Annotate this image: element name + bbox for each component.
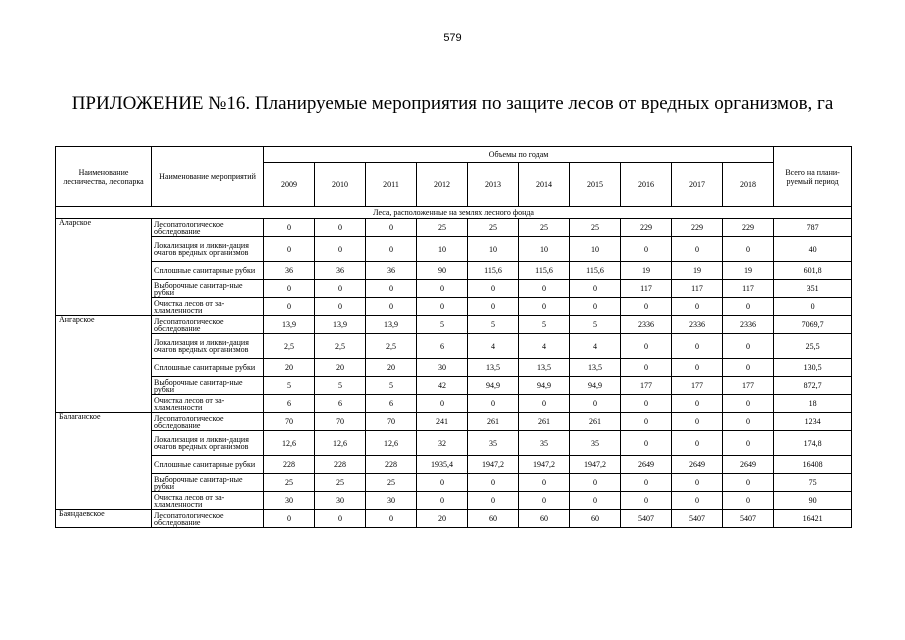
year-value: 35	[468, 431, 519, 456]
year-value: 25	[264, 474, 315, 492]
year-value: 25	[519, 219, 570, 237]
year-value: 228	[366, 456, 417, 474]
activity-name: Локализация и ликви-дация очагов вредных организмов	[152, 237, 264, 262]
year-value: 36	[315, 262, 366, 280]
year-value: 0	[672, 474, 723, 492]
year-value: 0	[621, 474, 672, 492]
year-value: 0	[621, 359, 672, 377]
forestry-name: Ангарское	[56, 316, 152, 413]
activity-name: Лесопатологическое обследование	[152, 219, 264, 237]
year-value: 0	[417, 280, 468, 298]
year-value: 60	[570, 510, 621, 528]
year-value: 20	[315, 359, 366, 377]
header-year: 2014	[519, 163, 570, 207]
year-value: 0	[315, 280, 366, 298]
total-value: 174,8	[774, 431, 852, 456]
year-value: 0	[570, 280, 621, 298]
year-value: 0	[723, 474, 774, 492]
year-value: 0	[621, 237, 672, 262]
year-value: 13,9	[315, 316, 366, 334]
year-value: 13,5	[519, 359, 570, 377]
header-volumes: Объемы по годам	[264, 147, 774, 163]
header-year: 2013	[468, 163, 519, 207]
total-value: 90	[774, 492, 852, 510]
year-value: 2,5	[315, 334, 366, 359]
year-value: 35	[570, 431, 621, 456]
activity-name: Выборочные санитар-ные рубки	[152, 377, 264, 395]
year-value: 5407	[672, 510, 723, 528]
table-row	[56, 280, 852, 298]
year-value: 30	[417, 359, 468, 377]
year-value: 0	[621, 298, 672, 316]
year-value: 36	[264, 262, 315, 280]
year-value: 13,9	[264, 316, 315, 334]
table-row	[56, 377, 852, 395]
year-value: 20	[264, 359, 315, 377]
year-value: 10	[468, 237, 519, 262]
year-value: 229	[621, 219, 672, 237]
table-row	[56, 237, 852, 262]
header-year: 2011	[366, 163, 417, 207]
year-value: 5	[315, 377, 366, 395]
year-value: 0	[672, 395, 723, 413]
year-value: 0	[723, 413, 774, 431]
year-value: 35	[519, 431, 570, 456]
year-value: 2336	[672, 316, 723, 334]
year-value: 25	[366, 474, 417, 492]
year-value: 0	[264, 298, 315, 316]
year-value: 70	[366, 413, 417, 431]
year-value: 117	[621, 280, 672, 298]
year-value: 5	[366, 377, 417, 395]
year-value: 5	[468, 316, 519, 334]
activity-name: Лесопатологическое обследование	[152, 413, 264, 431]
year-value: 0	[264, 510, 315, 528]
year-value: 229	[672, 219, 723, 237]
year-value: 19	[723, 262, 774, 280]
year-value: 0	[672, 413, 723, 431]
header-activity: Наименование мероприятий	[152, 147, 264, 207]
activity-name: Очистка лесов от за-хламленности	[152, 395, 264, 413]
year-value: 12,6	[366, 431, 417, 456]
year-value: 228	[315, 456, 366, 474]
year-value: 6	[366, 395, 417, 413]
header-total: Всего на плани-руемый период	[774, 147, 852, 207]
year-value: 0	[315, 510, 366, 528]
year-value: 0	[519, 280, 570, 298]
year-value: 2336	[621, 316, 672, 334]
year-value: 0	[723, 334, 774, 359]
year-value: 12,6	[315, 431, 366, 456]
year-value: 5	[519, 316, 570, 334]
year-value: 4	[570, 334, 621, 359]
year-value: 0	[672, 492, 723, 510]
year-value: 0	[264, 237, 315, 262]
table-row	[56, 262, 852, 280]
table-row	[56, 474, 852, 492]
year-value: 5	[264, 377, 315, 395]
year-value: 115,6	[519, 262, 570, 280]
year-value: 70	[315, 413, 366, 431]
year-value: 2649	[621, 456, 672, 474]
year-value: 0	[468, 474, 519, 492]
year-value: 5407	[723, 510, 774, 528]
year-value: 30	[264, 492, 315, 510]
header-forestry: Наименование лесничества, лесопарка	[56, 147, 152, 207]
year-value: 0	[417, 298, 468, 316]
activity-name: Локализация и ликви-дация очагов вредных организмов	[152, 431, 264, 456]
year-value: 0	[366, 219, 417, 237]
year-value: 2649	[672, 456, 723, 474]
header-year: 2016	[621, 163, 672, 207]
year-value: 94,9	[468, 377, 519, 395]
total-value: 16408	[774, 456, 852, 474]
table-row	[56, 359, 852, 377]
year-value: 0	[672, 431, 723, 456]
year-value: 0	[315, 219, 366, 237]
year-value: 0	[621, 395, 672, 413]
year-value: 5	[570, 316, 621, 334]
year-value: 177	[672, 377, 723, 395]
year-value: 2649	[723, 456, 774, 474]
year-value: 117	[723, 280, 774, 298]
header-year: 2017	[672, 163, 723, 207]
year-value: 12,6	[264, 431, 315, 456]
year-value: 42	[417, 377, 468, 395]
year-value: 1935,4	[417, 456, 468, 474]
year-value: 0	[417, 492, 468, 510]
year-value: 0	[315, 237, 366, 262]
year-value: 25	[468, 219, 519, 237]
section-label: Леса, расположенные на землях лесного фонда	[56, 207, 852, 219]
year-value: 261	[519, 413, 570, 431]
year-value: 5	[417, 316, 468, 334]
year-value: 115,6	[468, 262, 519, 280]
activity-name: Лесопатологическое обследование	[152, 316, 264, 334]
year-value: 30	[315, 492, 366, 510]
table-row	[56, 456, 852, 474]
year-value: 13,5	[570, 359, 621, 377]
year-value: 0	[672, 237, 723, 262]
forest-protection-table	[55, 146, 852, 528]
year-value: 1947,2	[519, 456, 570, 474]
page-title: ПРИЛОЖЕНИЕ №16. Планируемые мероприятия по защите лесов от вредных организмов, га	[71, 93, 834, 114]
table-row	[56, 510, 852, 528]
activity-name: Очистка лесов от за-хламленности	[152, 492, 264, 510]
table-row	[56, 492, 852, 510]
year-value: 60	[468, 510, 519, 528]
year-value: 36	[366, 262, 417, 280]
year-value: 90	[417, 262, 468, 280]
year-value: 0	[570, 492, 621, 510]
year-value: 25	[570, 219, 621, 237]
year-value: 20	[417, 510, 468, 528]
total-value: 40	[774, 237, 852, 262]
table-row	[56, 316, 852, 334]
table-row	[56, 431, 852, 456]
table-row	[56, 395, 852, 413]
year-value: 19	[672, 262, 723, 280]
header-year: 2010	[315, 163, 366, 207]
activity-name: Выборочные санитар-ные рубки	[152, 280, 264, 298]
total-value: 7069,7	[774, 316, 852, 334]
year-value: 0	[519, 298, 570, 316]
activity-name: Выборочные санитар-ные рубки	[152, 474, 264, 492]
year-value: 261	[468, 413, 519, 431]
year-value: 0	[315, 298, 366, 316]
year-value: 0	[723, 237, 774, 262]
activity-name: Сплошные санитарные рубки	[152, 262, 264, 280]
table-row	[56, 219, 852, 237]
header-year: 2012	[417, 163, 468, 207]
year-value: 0	[468, 280, 519, 298]
activity-name: Локализация и ликви-дация очагов вредных организмов	[152, 334, 264, 359]
total-value: 787	[774, 219, 852, 237]
year-value: 0	[366, 280, 417, 298]
year-value: 0	[570, 298, 621, 316]
activity-name: Лесопатологическое обследование	[152, 510, 264, 528]
year-value: 2,5	[264, 334, 315, 359]
year-value: 70	[264, 413, 315, 431]
table-row	[56, 334, 852, 359]
year-value: 0	[366, 298, 417, 316]
year-value: 13,5	[468, 359, 519, 377]
year-value: 25	[315, 474, 366, 492]
year-value: 0	[519, 492, 570, 510]
year-value: 5407	[621, 510, 672, 528]
year-value: 10	[519, 237, 570, 262]
forestry-name: Баяндаевское	[56, 510, 152, 528]
year-value: 0	[366, 510, 417, 528]
total-value: 16421	[774, 510, 852, 528]
year-value: 0	[621, 334, 672, 359]
year-value: 0	[723, 431, 774, 456]
year-value: 25	[417, 219, 468, 237]
total-value: 351	[774, 280, 852, 298]
year-value: 115,6	[570, 262, 621, 280]
year-value: 1947,2	[570, 456, 621, 474]
total-value: 75	[774, 474, 852, 492]
year-value: 6	[264, 395, 315, 413]
header-year: 2015	[570, 163, 621, 207]
year-value: 0	[468, 492, 519, 510]
total-value: 25,5	[774, 334, 852, 359]
year-value: 2,5	[366, 334, 417, 359]
year-value: 0	[519, 474, 570, 492]
header-year: 2018	[723, 163, 774, 207]
year-value: 94,9	[519, 377, 570, 395]
year-value: 0	[468, 298, 519, 316]
total-value: 0	[774, 298, 852, 316]
activity-name: Сплошные санитарные рубки	[152, 359, 264, 377]
year-value: 4	[519, 334, 570, 359]
year-value: 6	[417, 334, 468, 359]
year-value: 1947,2	[468, 456, 519, 474]
year-value: 30	[366, 492, 417, 510]
year-value: 0	[519, 395, 570, 413]
year-value: 0	[417, 395, 468, 413]
total-value: 130,5	[774, 359, 852, 377]
total-value: 1234	[774, 413, 852, 431]
year-value: 94,9	[570, 377, 621, 395]
year-value: 0	[570, 395, 621, 413]
page-number: 579	[443, 32, 462, 44]
year-value: 0	[264, 219, 315, 237]
year-value: 0	[621, 492, 672, 510]
total-value: 872,7	[774, 377, 852, 395]
forestry-name: Балаганское	[56, 413, 152, 510]
year-value: 0	[672, 334, 723, 359]
year-value: 13,9	[366, 316, 417, 334]
year-value: 0	[570, 474, 621, 492]
year-value: 0	[264, 280, 315, 298]
year-value: 19	[621, 262, 672, 280]
table-row	[56, 298, 852, 316]
year-value: 60	[519, 510, 570, 528]
year-value: 6	[315, 395, 366, 413]
year-value: 177	[723, 377, 774, 395]
year-value: 2336	[723, 316, 774, 334]
year-value: 0	[723, 359, 774, 377]
year-value: 241	[417, 413, 468, 431]
total-value: 18	[774, 395, 852, 413]
year-value: 229	[723, 219, 774, 237]
year-value: 228	[264, 456, 315, 474]
year-value: 0	[621, 413, 672, 431]
year-value: 10	[570, 237, 621, 262]
year-value: 0	[468, 395, 519, 413]
forestry-name: Аларское	[56, 219, 152, 316]
year-value: 32	[417, 431, 468, 456]
table-row	[56, 413, 852, 431]
year-value: 0	[672, 359, 723, 377]
year-value: 117	[672, 280, 723, 298]
year-value: 261	[570, 413, 621, 431]
year-value: 0	[723, 492, 774, 510]
activity-name: Сплошные санитарные рубки	[152, 456, 264, 474]
year-value: 0	[672, 298, 723, 316]
total-value: 601,8	[774, 262, 852, 280]
year-value: 177	[621, 377, 672, 395]
year-value: 0	[723, 298, 774, 316]
activity-name: Очистка лесов от за-хламленности	[152, 298, 264, 316]
year-value: 10	[417, 237, 468, 262]
year-value: 4	[468, 334, 519, 359]
year-value: 0	[723, 395, 774, 413]
header-year: 2009	[264, 163, 315, 207]
year-value: 20	[366, 359, 417, 377]
year-value: 0	[417, 474, 468, 492]
year-value: 0	[621, 431, 672, 456]
year-value: 0	[366, 237, 417, 262]
